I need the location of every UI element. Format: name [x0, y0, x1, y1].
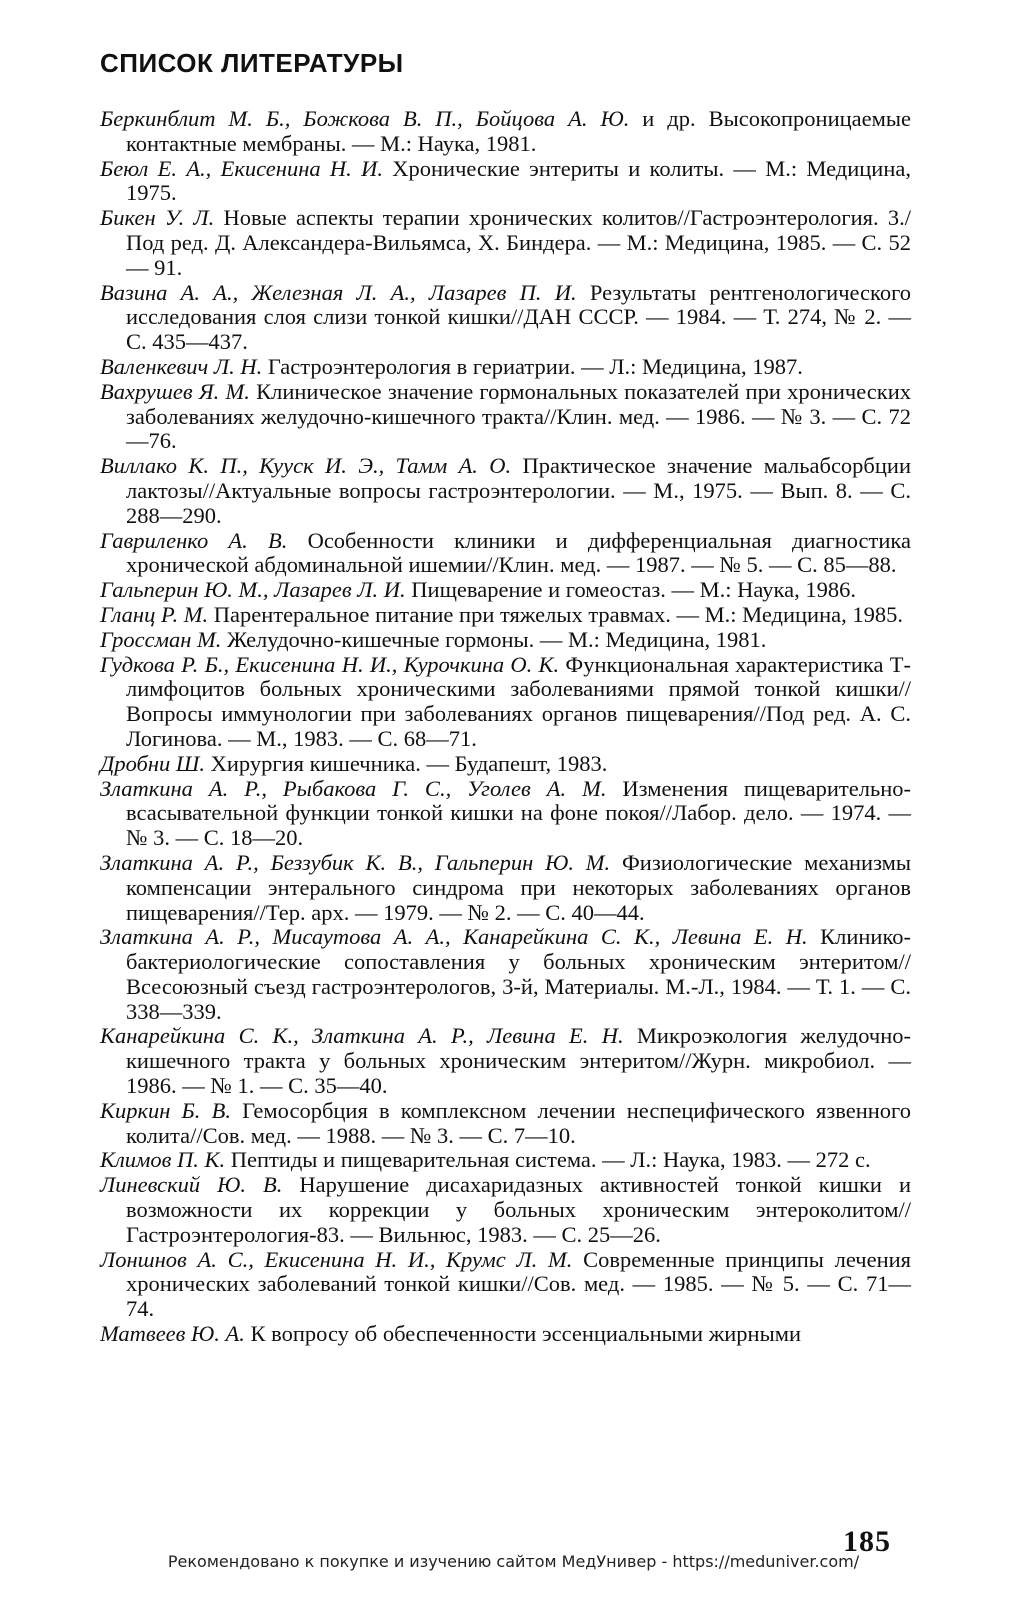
- reference-item: [100, 1024, 911, 1098]
- reference-authors: Канарейкина С. К., Златкина А. Р., Левина Е. Н.: [100, 1023, 624, 1049]
- reference-item: [100, 1148, 911, 1173]
- reference-authors: Златкина А. Р., Мисаутова А. А., Канарейкина С. К., Левина Е. Н.: [100, 924, 808, 950]
- reference-item: [100, 1173, 911, 1247]
- reference-text: Желудочно-кишечные гормоны. — М.: Медицина, 1981.: [221, 626, 767, 652]
- reference-text: Гастроэнтерология в гериатрии. — Л.: Медицина, 1987.: [262, 353, 803, 379]
- reference-item: [100, 157, 911, 207]
- reference-authors: Гроссман М.: [100, 626, 222, 652]
- reference-item: [100, 380, 911, 454]
- reference-text: Новые аспекты терапии хронических колитов//Гастроэнтерология. 3./Под ред. Д. Александера-Вильямса, Х. Биндера. — М.: Медицина, 1985. — С. 52 — 91.: [126, 205, 911, 280]
- reference-item: [100, 1099, 911, 1149]
- reference-authors: Киркин Б. В.: [100, 1097, 231, 1123]
- reference-item: [100, 628, 911, 653]
- reference-text: Хронические энтериты и колиты. — М.: Медицина, 1975.: [126, 155, 911, 206]
- reference-authors: Гавриленко А. В.: [100, 527, 288, 553]
- reference-item: [100, 603, 911, 628]
- reference-authors: Гудкова Р. Б., Екисенина Н. И., Курочкина О. К.: [100, 651, 560, 677]
- reference-authors: Гланц Р. М.: [100, 601, 209, 627]
- reference-authors: Климов П. К.: [100, 1147, 226, 1173]
- reference-authors: Виллако К. П., Кууск И. Э., Тамм А. О.: [100, 453, 512, 479]
- reference-authors: Лоншнов А. С., Екисенина Н. И., Крумс Л. М.: [100, 1246, 573, 1272]
- reference-text: Физиологические механизмы компенсации энтерального синдрома при некоторых заболеваниях органов пищеварения//Тер. арх. — 1979. — № 2. — С. 40—44.: [126, 849, 911, 925]
- reference-item: [100, 454, 911, 528]
- reference-authors: Валенкевич Л. Н.: [100, 353, 263, 379]
- page-number: 185: [843, 1525, 891, 1558]
- reference-item: [100, 653, 911, 752]
- reference-text: и др. Высокопроницаемые контактные мембраны. — М.: Наука, 1981.: [126, 106, 911, 156]
- reference-item: [100, 925, 911, 1024]
- reference-authors: Златкина А. Р., Рыбакова Г. С., Уголев А. М.: [100, 775, 607, 801]
- reference-text: Нарушение дисахаридазных активностей тонкой кишки и возможности их коррекции у больных хроническим энтероколитом//Гастроэнтерология-83. — Вильнюс, 1983. — С. 25—26.: [126, 1172, 911, 1247]
- reference-authors: Златкина А. Р., Беззубик К. В., Гальперин Ю. М.: [100, 849, 611, 875]
- reference-authors: Вазина А. А., Железная Л. А., Лазарев П. И.: [100, 279, 577, 305]
- reference-text: Пептиды и пищеварительная система. — Л.: Наука, 1983. — 272 с.: [225, 1147, 871, 1173]
- reference-authors: Линевский Ю. В.: [100, 1172, 283, 1198]
- reference-authors: Бикен У. Л.: [100, 205, 215, 231]
- reference-text: Современные принципы лечения хронических заболеваний тонкой кишки//Сов. мед. — 1985. — № 5. — С. 71—74.: [126, 1246, 911, 1322]
- reference-text: Клиническое значение гормональных показателей при хронических заболеваниях желудочно-кишечного тракта//Клин. мед. — 1986. — № 3. — С. 72—76.: [126, 378, 911, 454]
- reference-text: Пищеварение и гомеостаз. — М.: Наука, 1986.: [405, 577, 856, 603]
- reference-text: К вопросу об обеспеченности эссенциальными жирными: [244, 1321, 801, 1347]
- reference-item: [100, 1322, 911, 1347]
- reference-item: [100, 752, 911, 777]
- reference-item: [100, 107, 911, 157]
- reference-authors: Гальперин Ю. М., Лазарев Л. И.: [100, 577, 406, 603]
- reference-text: Гемосорбция в комплексном лечении неспецифического язвенного колита//Сов. мед. — 1988. — № 3. — С. 7—10.: [126, 1097, 911, 1148]
- reference-item: [100, 1248, 911, 1322]
- reference-item: [100, 355, 911, 380]
- reference-text: Функциональная характеристика Т-лимфоцитов больных хроническими заболеваниями прямой тонкой кишки//Вопросы иммунологии при заболеваниях органов пищеварения//Под ред. А. С. Логинова. — М., 1983. — С. 68—71.: [126, 651, 911, 751]
- reference-text: Парентеральное питание при тяжелых травмах. — М.: Медицина, 1985.: [208, 601, 903, 627]
- reference-item: [100, 777, 911, 851]
- reference-text: Хирургия кишечника. — Будапешт, 1983.: [204, 750, 608, 776]
- reference-text: Клинико-бактериологические сопоставления у больных хроническим энтеритом//Всесоюзный съезд гастроэнтерологов, 3-й, Материалы. М.-Л., 1984. — Т. 1. — С. 338—339.: [126, 924, 912, 1024]
- footer-note: Рекомендовано к покупке и изучению сайтом МедУнивер - https://meduniver.com/: [167, 1552, 860, 1571]
- reference-text: Результаты рентгенологического исследования слоя слизи тонкой кишки//ДАН СССР. — 1984. — Т. 274, № 2. — С. 435—437.: [126, 279, 911, 355]
- reference-list: [100, 107, 911, 1347]
- reference-authors: Беркинблит М. Б., Божкова В. П., Бойцова А. Ю.: [100, 106, 630, 131]
- page-heading: СПИСОК ЛИТЕРАТУРЫ: [100, 48, 404, 78]
- reference-item: [100, 206, 911, 280]
- reference-authors: Вахрушев Я. М.: [100, 378, 250, 404]
- reference-item: [100, 281, 911, 355]
- reference-authors: Беюл Е. А., Екисенина Н. И.: [100, 155, 383, 181]
- reference-text: Особенности клиники и дифференциальная диагностика хронической абдоминальной ишемии//Клин. мед. — 1987. — № 5. — С. 85—88.: [126, 527, 911, 578]
- reference-item: [100, 578, 911, 603]
- reference-text: Изменения пищеварительно-всасывательной функции тонкой кишки на фоне покоя//Лабор. дело. — 1974. — № 3. — С. 18—20.: [126, 775, 911, 851]
- reference-item: [100, 851, 911, 925]
- reference-authors: Матвеев Ю. А.: [100, 1321, 245, 1347]
- reference-text: Практическое значение мальабсорбции лактозы//Актуальные вопросы гастроэнтерологии. — М., 1975. — Вып. 8. — С. 288—290.: [126, 453, 912, 528]
- reference-item: [100, 529, 911, 579]
- reference-text: Микроэкология желудочно-кишечного тракта у больных хроническим энтеритом//Журн. микробиол. — 1986. — № 1. — С. 35—40.: [126, 1023, 911, 1099]
- reference-authors: Дробни Ш.: [100, 750, 205, 776]
